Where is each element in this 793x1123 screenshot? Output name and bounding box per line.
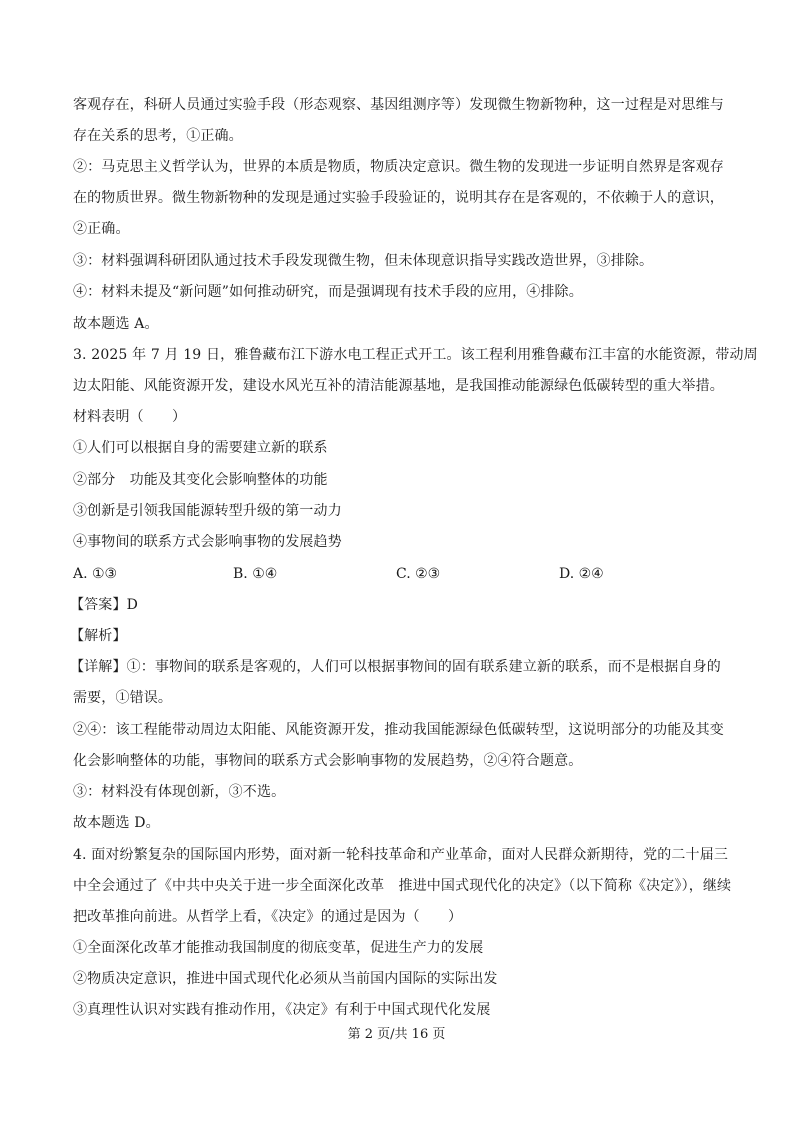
text-line: 客观存在，科研人员通过实验手段（形态观察、基因组测序等）发现微生物新物种，这一过程是对思维与 xyxy=(73,97,724,113)
text-line: 存在关系的思考，①正确。 xyxy=(73,128,243,144)
option-a: A. ①③ xyxy=(73,566,118,582)
question-3-stem: 3. 2025 年 7 月 19 日，雅鲁藏布江下游水电工程正式开工。该工程利用雅鲁藏布江丰富的水能资源，带动周 xyxy=(73,347,758,363)
text-line: 边太阳能、风能资源开发，建设水风光互补的清洁能源基地，是我国推动能源绿色低碳转型的重大举措。 xyxy=(73,378,724,394)
text-line: ③：材料强调科研团队通过技术手段发现微生物，但未体现意识指导实践改造世界，③排除。 xyxy=(73,253,654,269)
answer-options xyxy=(73,564,713,584)
statement-item: ③创新是引领我国能源转型升级的第一动力 xyxy=(73,503,342,519)
text-line: ②④：该工程能带动周边太阳能、风能资源开发，推动我国能源绿色低碳转型，这说明部分的功能及其变 xyxy=(73,722,724,738)
option-c: C. ②③ xyxy=(396,566,441,582)
statement-item: ④事物间的联系方式会影响事物的发展趋势 xyxy=(73,534,342,550)
statement-item: ①全面深化改革才能推动我国制度的彻底变革，促进生产力的发展 xyxy=(73,940,484,956)
text-line: 需要，①错误。 xyxy=(73,690,173,706)
statement-item: ②物质决定意识，推进中国式现代化必须从当前国内国际的实际出发 xyxy=(73,971,498,987)
statement-item: ①人们可以根据自身的需要建立新的联系 xyxy=(73,440,328,456)
text-line: 【详解】①：事物间的联系是客观的，人们可以根据事物间的固有联系建立新的联系，而不是根据自身的 xyxy=(70,659,721,675)
statement-item: ②部分 功能及其变化会影响整体的功能 xyxy=(73,472,328,488)
text-line: 故本题选 A。 xyxy=(73,316,159,332)
option-b: B. ①④ xyxy=(233,566,278,582)
text-line: 在的物质世界。微生物新物种的发现是通过实验手段验证的，说明其存在是客观的，不依赖于人的意识， xyxy=(73,190,724,206)
option-d: D. ②④ xyxy=(559,566,604,582)
text-line: ②：马克思主义哲学认为，世界的本质是物质，物质决定意识。微生物的发现进一步证明自然界是客观存 xyxy=(73,159,724,175)
text-line: ④：材料未提及“新问题”如何推动研究，而是强调现有技术手段的应用，④排除。 xyxy=(73,284,583,300)
text-line: 中全会通过了《中共中央关于进一步全面深化改革 推进中国式现代化的决定》（以下简称《决定》），继续 xyxy=(73,878,732,894)
statement-item: ③真理性认识对实践有推动作用，《决定》有利于中国式现代化发展 xyxy=(73,1002,491,1018)
text-line: 把改革推向前进。从哲学上看，《决定》的通过是因为（ ） xyxy=(73,909,463,925)
text-line: 故本题选 D。 xyxy=(73,815,160,831)
answer-tag: 【答案】D xyxy=(70,597,138,613)
text-line: ③：材料没有体现创新，③不选。 xyxy=(73,784,286,800)
question-4-stem: 4. 面对纷繁复杂的国际国内形势，面对新一轮科技革命和产业革命，面对人民群众新期待，党的二十届三 xyxy=(73,847,729,863)
page-footer: 第 2 页/共 16 页 xyxy=(347,1027,446,1042)
text-line: 化会影响整体的功能，事物间的联系方式会影响事物的发展趋势，②④符合题意。 xyxy=(73,753,583,769)
text-line: 材料表明（ ） xyxy=(73,409,187,425)
text-line: ②正确。 xyxy=(73,221,130,237)
analysis-tag: 【解析】 xyxy=(70,628,127,644)
